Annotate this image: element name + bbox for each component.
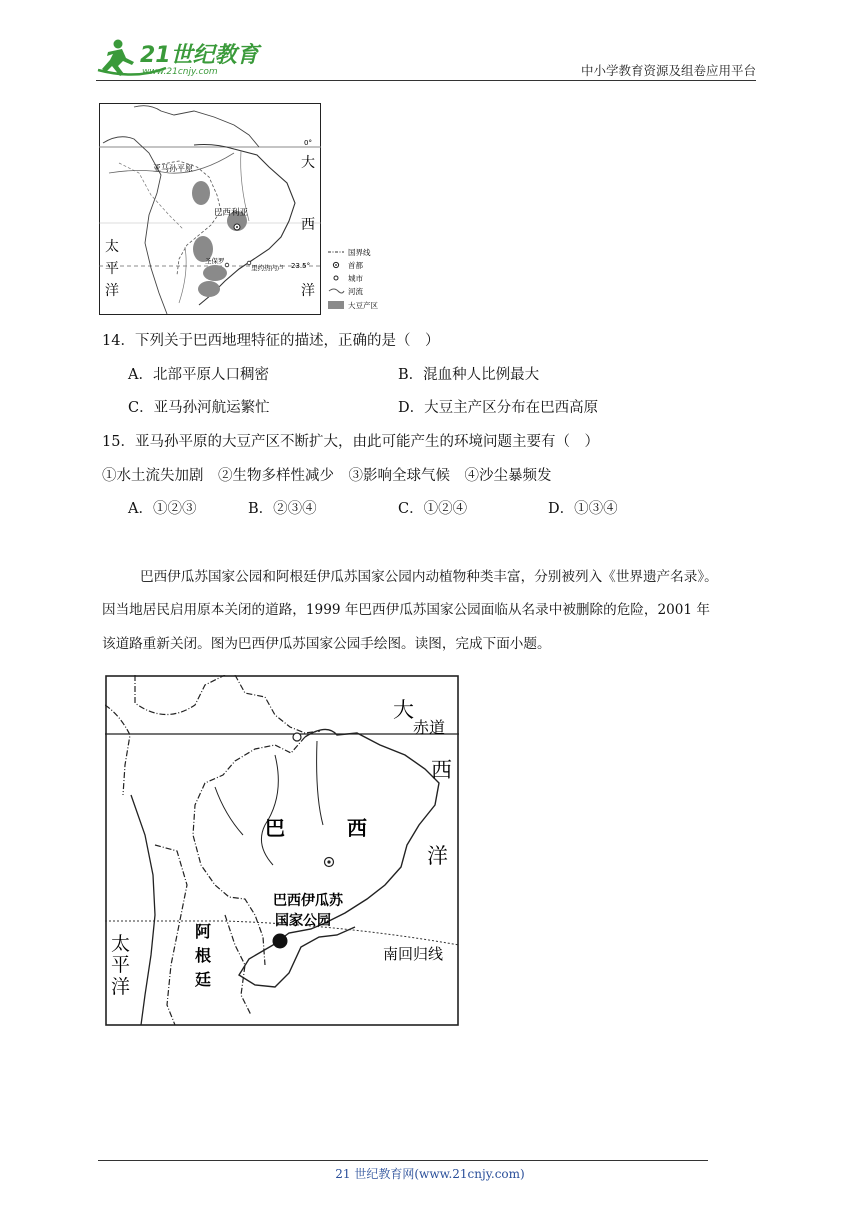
argentina-char-1: 阿	[195, 922, 212, 941]
site-logo	[96, 36, 266, 78]
legend-city: 城市	[348, 274, 363, 283]
q15-option-c: C．①②④	[398, 501, 468, 517]
park-marker	[273, 934, 288, 949]
logo-url: www.21cnjy.com	[142, 67, 218, 77]
brazil-char-2: 西	[347, 816, 367, 840]
header-divider	[96, 80, 756, 81]
pacific-char-2: 平	[111, 954, 131, 976]
river-symbol	[329, 289, 344, 293]
tropic-label: 南回归线	[383, 945, 444, 963]
brazil-soybean-map	[99, 103, 321, 315]
q14-stem: 14．下列关于巴西地理特征的描述，正确的是（ ）	[102, 333, 440, 349]
logo-text: 21世纪教育	[140, 43, 259, 68]
passage-line-1: 巴西伊瓜苏国家公园和阿根廷伊瓜苏国家公园内动植物种类丰富，分别被列入《世界遗产名录》。	[140, 569, 718, 585]
passage-line-2: 因当地居民启用原本关闭的道路，1999 年巴西伊瓜苏国家公园面临从名录中被删除的危险，2001 年	[102, 602, 710, 618]
q15-option-d: D．①③④	[548, 501, 618, 517]
argentina-char-3: 廷	[195, 970, 212, 989]
pacific-char-1: 太	[105, 239, 119, 255]
atlantic-char-1: 大	[393, 698, 414, 722]
footer-divider	[98, 1160, 708, 1161]
map-legend	[326, 244, 396, 316]
q14-option-a: A．北部平原人口稠密	[128, 367, 269, 383]
q14-option-d: D．大豆主产区分布在巴西高原	[398, 400, 599, 416]
iguacu-park-sketch-map	[105, 675, 459, 1026]
city-marker	[293, 733, 301, 741]
soy-symbol	[328, 301, 344, 309]
legend-river: 河流	[348, 287, 363, 296]
atlantic-char-3: 洋	[427, 844, 448, 868]
pacific-char-3: 洋	[105, 283, 119, 299]
runner-icon	[102, 40, 134, 77]
platform-name: 中小学教育资源及组卷应用平台	[580, 63, 756, 78]
region-label: 亚马孙平原	[153, 164, 193, 173]
pacific-char-2: 平	[105, 261, 119, 277]
atlantic-char-2: 西	[431, 758, 452, 782]
atlantic-char-3: 洋	[301, 283, 315, 299]
equator-label: 赤道	[413, 718, 446, 737]
city2-label: 里约热内卢	[251, 264, 284, 272]
pacific-char-1: 太	[111, 933, 131, 955]
pacific-char-3: 洋	[111, 976, 131, 998]
q14-option-c: C．亚马孙河航运繁忙	[128, 400, 270, 416]
legend-border: 国界线	[348, 248, 371, 257]
legend-soy: 大豆产区	[348, 301, 378, 310]
brazil-char-1: 巴	[265, 816, 285, 840]
q14-option-b: B．混血种人比例最大	[398, 367, 540, 383]
atlantic-char-2: 西	[301, 217, 315, 233]
q15-items: ①水土流失加剧 ②生物多样性减少 ③影响全球气候 ④沙尘暴频发	[102, 468, 552, 484]
capital-label: 巴西利亚	[214, 208, 249, 218]
footer-text: 21 世纪教育网(www.21cnjy.com)	[335, 1167, 525, 1181]
park-label-2: 国家公园	[275, 913, 331, 929]
tropic-label: 23.5°	[291, 262, 311, 270]
passage-line-3: 该道路重新关闭。图为巴西伊瓜苏国家公园手绘图。读图，完成下面小题。	[102, 636, 551, 652]
city-marker-1	[225, 263, 229, 267]
legend-capital: 首都	[348, 261, 363, 270]
city1-label: 圣保罗	[205, 257, 225, 265]
atlantic-char-1: 大	[301, 155, 315, 171]
q15-option-a: A．①②③	[128, 501, 197, 517]
park-label-1: 巴西伊瓜苏	[273, 893, 343, 909]
argentina-char-2: 根	[195, 946, 212, 965]
q15-option-b: B．②③④	[248, 501, 317, 517]
q15-stem: 15．亚马孙平原的大豆产区不断扩大，由此可能产生的环境问题主要有（ ）	[102, 434, 599, 450]
city-symbol	[334, 276, 338, 280]
equator-label: 0°	[304, 139, 312, 147]
